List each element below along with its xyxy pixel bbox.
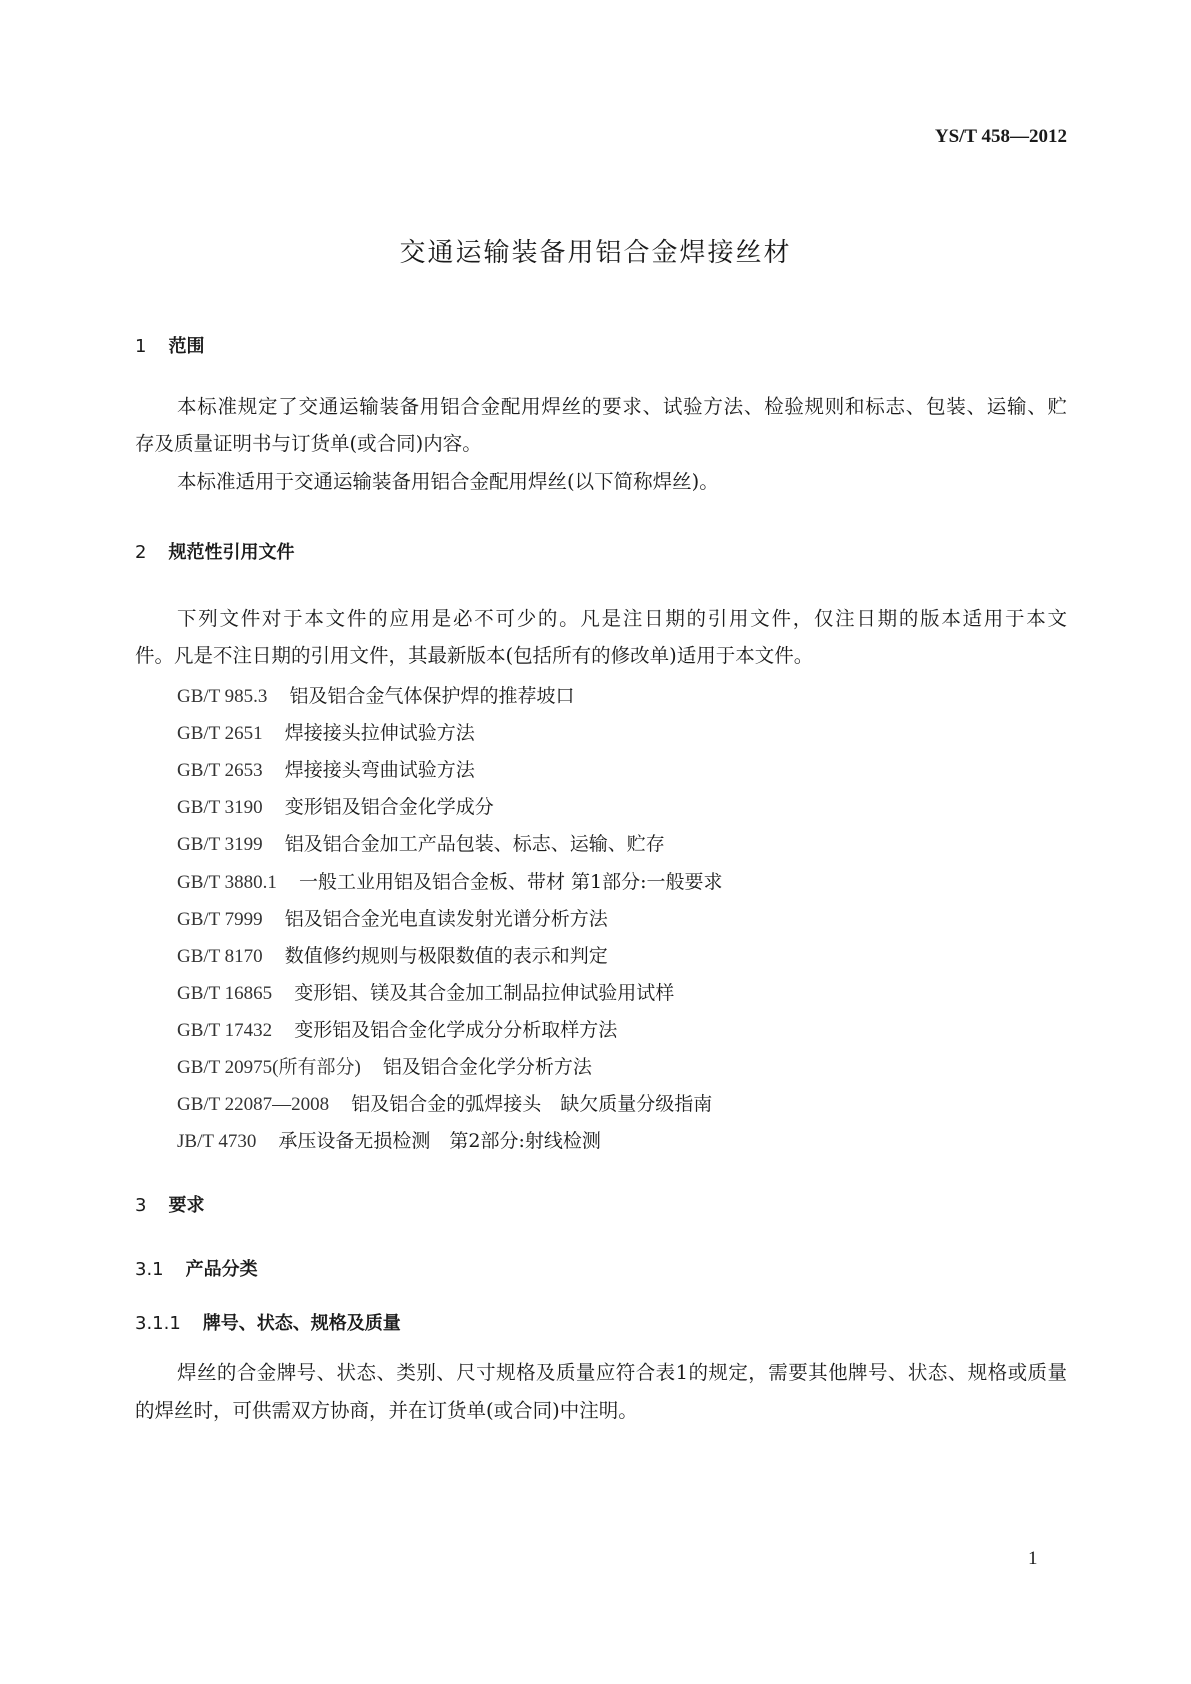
page-number: 1	[1028, 1548, 1038, 1569]
reference-code: JB/T 4730	[177, 1131, 257, 1153]
reference-title: 铝及铝合金气体保护焊的推荐坡口	[289, 685, 575, 707]
paragraph-line: 本标准适用于交通运输装备用铝合金配用焊丝(以下简称焊丝)。	[177, 470, 719, 493]
paragraph-line: 下列文件对于本文件的应用是必不可少的。凡是注日期的引用文件，仅注日期的版本适用于本文	[177, 607, 1067, 630]
reference-item	[177, 792, 494, 819]
reference-item	[177, 829, 665, 856]
reference-code: GB/T 2651	[177, 723, 263, 745]
reference-code: GB/T 985.3	[177, 686, 268, 707]
reference-title: 变形铝、镁及其合金加工制品拉伸试验用试样	[294, 981, 675, 1004]
reference-title: 变形铝及铝合金化学成分分析取样方法	[294, 1018, 618, 1041]
section-title: 规范性引用文件	[168, 542, 295, 563]
document-title: 交通运输装备用铝合金焊接丝材	[399, 238, 792, 268]
reference-title: 一般工业用铝及铝合金板、带材 第1部分:一般要求	[298, 870, 723, 893]
paragraph-line: 存及质量证明书与订货单(或合同)内容。	[135, 432, 482, 455]
section-3-1-1-heading	[135, 1309, 401, 1335]
reference-title: 变形铝及铝合金化学成分	[284, 796, 494, 819]
section-1-heading	[135, 332, 204, 358]
reference-code: GB/T 7999	[177, 908, 263, 930]
reference-title: 承压设备无损检测 第2部分:射线检测	[278, 1130, 601, 1153]
paragraph-line: 的焊丝时，可供需双方协商，并在订货单(或合同)中注明。	[135, 1399, 638, 1422]
reference-title: 铝及铝合金的弧焊接头 缺欠质量分级指南	[351, 1093, 713, 1116]
section-title: 产品分类	[185, 1259, 258, 1280]
reference-title: 焊接接头拉伸试验方法	[284, 722, 475, 745]
section-title: 范围	[168, 336, 205, 357]
reference-item	[177, 755, 475, 782]
section-3-1-heading	[135, 1255, 258, 1281]
section-number: 2	[135, 542, 147, 563]
reference-code: GB/T 16865	[177, 982, 273, 1004]
reference-item	[177, 1015, 617, 1042]
reference-item	[177, 941, 608, 968]
paragraph-line: 件。凡是不注日期的引用文件，其最新版本(包括所有的修改单)适用于本文件。	[135, 644, 814, 667]
reference-code: GB/T 8170	[177, 945, 263, 967]
section-number: 3.1.1	[135, 1313, 181, 1334]
reference-code: GB/T 3199	[177, 834, 263, 856]
paragraph-line: 焊丝的合金牌号、状态、类别、尺寸规格及质量应符合表1的规定，需要其他牌号、状态、规格或质量	[177, 1361, 1067, 1384]
reference-code: GB/T 2653	[177, 760, 263, 782]
reference-item	[177, 681, 574, 708]
reference-code: GB/T 3880.1	[177, 871, 277, 893]
reference-title: 焊接接头弯曲试验方法	[284, 759, 475, 782]
reference-title: 铝及铝合金加工产品包装、标志、运输、贮存	[284, 833, 665, 856]
section-title: 牌号、状态、规格及质量	[202, 1313, 401, 1334]
reference-item	[177, 1089, 712, 1116]
reference-title: 数值修约规则与极限数值的表示和判定	[284, 944, 608, 967]
reference-item	[177, 978, 674, 1005]
section-number: 1	[135, 336, 147, 357]
paragraph-line: 本标准规定了交通运输装备用铝合金配用焊丝的要求、试验方法、检验规则和标志、包装、运输、贮	[177, 395, 1067, 418]
reference-item	[177, 867, 722, 894]
standard-number: YS/T 458—2012	[934, 126, 1067, 147]
reference-title: 铝及铝合金光电直读发射光谱分析方法	[284, 907, 608, 930]
reference-item	[177, 1126, 601, 1153]
section-number: 3	[135, 1195, 147, 1216]
section-number: 3.1	[135, 1259, 164, 1280]
section-3-heading	[135, 1191, 204, 1217]
reference-code: GB/T 20975(所有部分)	[177, 1057, 361, 1078]
section-2-heading	[135, 538, 294, 564]
reference-code: GB/T 3190	[177, 797, 263, 819]
reference-item	[177, 1052, 592, 1079]
reference-title: 铝及铝合金化学分析方法	[382, 1056, 592, 1078]
section-title: 要求	[168, 1195, 205, 1216]
reference-item	[177, 718, 475, 745]
reference-code: GB/T 17432	[177, 1019, 273, 1041]
reference-code: GB/T 22087—2008	[177, 1094, 330, 1116]
reference-item	[177, 904, 608, 931]
